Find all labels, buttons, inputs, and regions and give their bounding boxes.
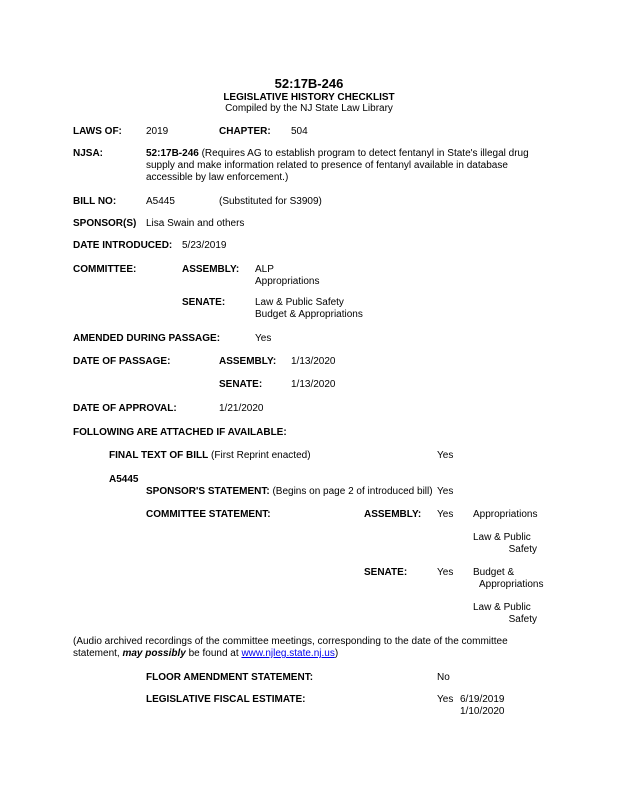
committee-assembly-2: Appropriations <box>255 276 320 287</box>
passage-assembly-label: ASSEMBLY: <box>219 356 277 367</box>
laws-of-value: 2019 <box>146 126 169 137</box>
floor-amendment-value: No <box>437 672 450 683</box>
sponsor-statement-label: SPONSOR'S STATEMENT: <box>146 486 270 497</box>
fiscal-estimate-date-2: 1/10/2020 <box>460 706 505 717</box>
checklist-title: LEGISLATIVE HISTORY CHECKLIST <box>223 92 395 103</box>
njsa-desc-1: (Requires AG to establish program to detect fentanyl in State's illegal drug <box>198 148 529 159</box>
amended-value: Yes <box>255 333 272 344</box>
audio-note-emphasis: may possibly <box>122 648 186 659</box>
compiled-by: Compiled by the NJ State Law Library <box>225 103 393 114</box>
fiscal-estimate-value: Yes <box>437 694 454 705</box>
passage-label: DATE OF PASSAGE: <box>73 356 171 367</box>
audio-note-line-1: (Audio archived recordings of the committee meetings, corresponding to the date of the committee <box>73 636 508 647</box>
date-introduced-label: DATE INTRODUCED: <box>73 240 173 251</box>
page-title: 52:17B-246 <box>274 76 344 91</box>
chapter-value: 504 <box>291 126 308 137</box>
committee-senate-label: SENATE: <box>182 297 226 308</box>
date-introduced-value: 5/23/2019 <box>182 240 227 251</box>
fiscal-estimate-label: LEGISLATIVE FISCAL ESTIMATE: <box>146 694 306 705</box>
committee-statement-label: COMMITTEE STATEMENT: <box>146 509 271 520</box>
committee-senate-2: Budget & Appropriations <box>255 309 363 320</box>
final-text-label: FINAL TEXT OF BILL <box>109 450 209 461</box>
passage-senate-value: 1/13/2020 <box>291 379 336 390</box>
cs-assembly-value: Yes <box>437 509 454 520</box>
sponsor-statement-value: Yes <box>437 486 454 497</box>
substituted-for: (Substituted for S3909) <box>219 196 322 207</box>
njsa-desc-2: supply and make information related to presence of fentanyl available in database <box>146 160 508 171</box>
approval-label: DATE OF APPROVAL: <box>73 403 177 414</box>
audio-note-text-d: ) <box>334 648 339 659</box>
audio-note-text-c: be found at <box>185 648 242 659</box>
amended-label: AMENDED DURING PASSAGE: <box>73 333 221 344</box>
chapter-label: CHAPTER: <box>219 126 271 137</box>
sponsor-label: SPONSOR(S) <box>73 218 137 229</box>
passage-assembly-value: 1/13/2020 <box>291 356 336 367</box>
cs-senate-committee-3: Law & Public <box>473 602 531 613</box>
cs-senate-committee-4: Safety <box>508 614 537 625</box>
njsa-label: NJSA: <box>73 148 104 159</box>
fiscal-estimate-date-1: 6/19/2019 <box>460 694 505 705</box>
cs-assembly-label: ASSEMBLY: <box>364 509 422 520</box>
njsa-code: 52:17B-246 <box>146 148 199 159</box>
final-text-row <box>109 450 311 462</box>
audio-note-text-a: statement, <box>73 648 123 659</box>
committee-assembly-1: ALP <box>255 264 274 275</box>
sponsor-statement-note: (Begins on page 2 of introduced bill) <box>269 486 433 497</box>
committee-assembly-label: ASSEMBLY: <box>182 264 240 275</box>
attached-heading: FOLLOWING ARE ATTACHED IF AVAILABLE: <box>73 427 287 438</box>
cs-assembly-committee-1: Appropriations <box>473 509 538 520</box>
njsa-description <box>146 148 529 160</box>
audio-note-line-2 <box>73 648 338 660</box>
sponsor-value: Lisa Swain and others <box>146 218 245 229</box>
cs-assembly-committee-2: Law & Public <box>473 532 531 543</box>
njleg-link[interactable]: www.njleg.state.nj.us <box>241 648 335 659</box>
cs-senate-value: Yes <box>437 567 454 578</box>
approval-value: 1/21/2020 <box>219 403 264 414</box>
committee-label: COMMITTEE: <box>73 264 137 275</box>
bill-no-label: BILL NO: <box>73 196 117 207</box>
passage-senate-label: SENATE: <box>219 379 263 390</box>
cs-senate-committee-2: Appropriations <box>479 579 544 590</box>
attached-bill-number: A5445 <box>109 474 139 485</box>
cs-senate-label: SENATE: <box>364 567 408 578</box>
final-text-note: (First Reprint enacted) <box>208 450 311 461</box>
committee-senate-1: Law & Public Safety <box>255 297 344 308</box>
final-text-value: Yes <box>437 450 454 461</box>
cs-senate-committee-1: Budget & <box>473 567 515 578</box>
floor-amendment-label: FLOOR AMENDMENT STATEMENT: <box>146 672 314 683</box>
cs-assembly-committee-3: Safety <box>508 544 537 555</box>
bill-no-value: A5445 <box>146 196 175 207</box>
njsa-desc-3: accessible by law enforcement.) <box>146 172 289 183</box>
sponsor-statement-row <box>146 486 433 498</box>
laws-of-label: LAWS OF: <box>73 126 122 137</box>
